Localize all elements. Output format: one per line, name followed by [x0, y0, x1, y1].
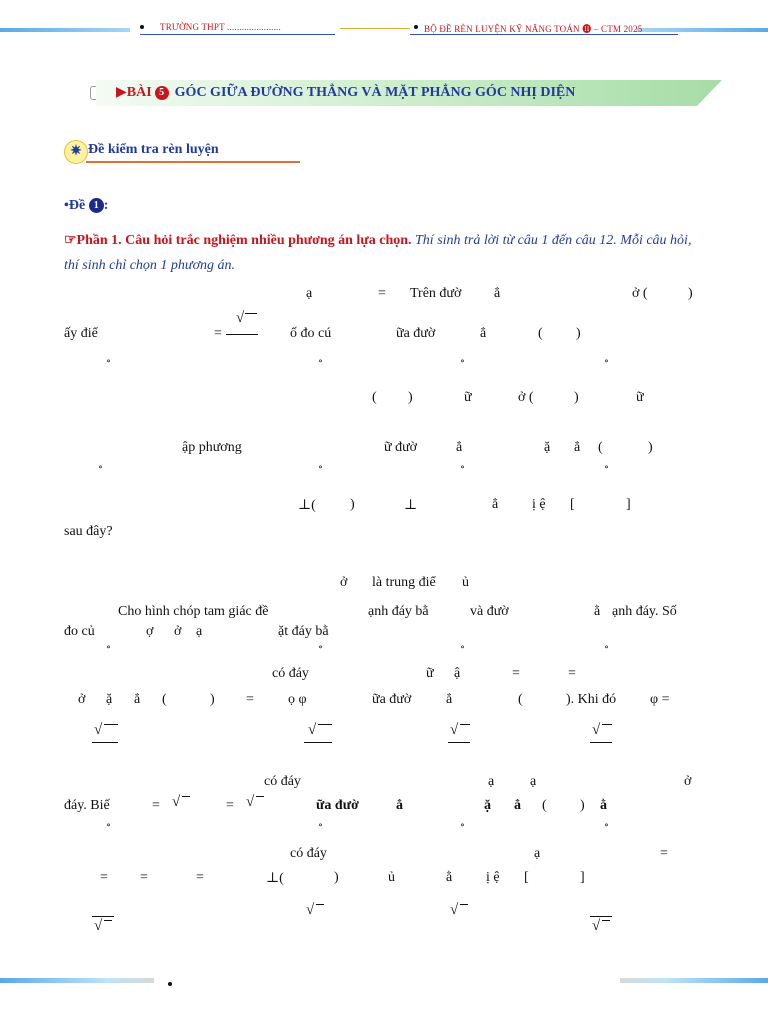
fragment: ⊥: [404, 498, 418, 513]
fragment: (: [538, 326, 543, 341]
degree-mark: ∘: [604, 820, 609, 831]
header-bullet-right: [414, 25, 418, 29]
fragment: đo củ: [64, 624, 95, 639]
fraction-bar: [304, 742, 332, 743]
fragment: [: [524, 870, 529, 885]
fragment: đáy. Biế: [64, 798, 110, 813]
lesson-number: 5: [155, 86, 169, 100]
fraction-bar: [226, 334, 258, 335]
fragment: là trung điể: [372, 575, 436, 590]
fragment: ): [648, 440, 653, 455]
footer-bullet: [168, 982, 172, 986]
fragment: =: [196, 870, 204, 885]
fragment: ạ: [488, 774, 495, 789]
degree-mark: ∘: [318, 820, 323, 831]
degree-mark: ∘: [460, 820, 465, 831]
fragment: ữ đườ: [384, 440, 418, 455]
section-underline: [86, 161, 300, 163]
lesson-tag: ▶BÀI: [116, 85, 152, 100]
sqrt-symbol: √: [450, 722, 459, 738]
part-title: ☞Phần 1. Câu hỏi trắc nghiệm nhiều phương án lựa chọn.: [64, 233, 412, 248]
part-instruction: Thí sinh trả lời từ câu 1 đến câu 12. Mỗi câu hỏi, thí sinh chỉ chọn 1 phương án.: [64, 233, 692, 273]
fraction-bar: [590, 916, 612, 917]
fragment: ẳ: [446, 692, 453, 707]
fragment: Trên đườ: [410, 286, 462, 301]
fragment: =: [140, 870, 148, 885]
fragment: Cho hình chóp tam giác đề: [118, 604, 269, 619]
exam-number: 1: [89, 198, 104, 213]
fragment: ặ: [484, 798, 491, 813]
degree-mark: ∘: [106, 356, 111, 367]
sqrt-overline: [460, 904, 468, 905]
fragment: ẳ: [492, 497, 499, 512]
sqrt-symbol: √: [94, 722, 103, 738]
fraction-bar: [448, 742, 470, 743]
fragment: ở (: [518, 390, 534, 405]
fragment: ). Khi đó: [566, 692, 617, 707]
sqrt-overline: [602, 724, 612, 725]
fragment: ⊥(: [266, 871, 284, 886]
exam-label-text: •Đề: [64, 198, 86, 213]
fragment: ạ: [196, 624, 203, 639]
sqrt-symbol: √: [592, 722, 601, 738]
fragment: (: [162, 692, 167, 707]
fragment: ): [574, 390, 579, 405]
fragment: =: [246, 692, 254, 707]
fragment: có đáy: [264, 774, 301, 789]
sqrt-overline: [104, 724, 118, 725]
section-header: [64, 140, 300, 160]
star-icon: ✷: [64, 140, 88, 164]
fragment: ấy điể: [64, 326, 98, 341]
fragment: ): [210, 692, 215, 707]
fragment: ẳ: [494, 286, 501, 301]
fragment: ở: [684, 774, 692, 789]
fragment: ): [580, 798, 585, 813]
fragment: =: [226, 798, 234, 813]
sqrt-symbol: √: [236, 310, 245, 326]
header-bar-right: [636, 28, 768, 32]
fragment: có đáy: [272, 666, 309, 681]
fragment: ữa đườ: [396, 326, 436, 341]
header-bar-left: [0, 28, 130, 32]
sqrt-overline: [182, 796, 190, 797]
degree-mark: ∘: [106, 820, 111, 831]
fragment: φ =: [650, 692, 670, 707]
lesson-title: GÓC GIỮA ĐƯỜNG THẲNG VÀ MẶT PHẲNG GÓC NHỊ DIỆN: [174, 85, 576, 100]
sqrt-overline: [256, 796, 264, 797]
fraction-bar: [92, 916, 114, 917]
fragment: ằ: [446, 870, 453, 885]
degree-mark: ∘: [318, 356, 323, 367]
degree-mark: ∘: [98, 462, 103, 473]
fragment: ]: [580, 870, 585, 885]
sqrt-symbol: √: [172, 794, 181, 810]
degree-mark: ∘: [460, 462, 465, 473]
sqrt-symbol: √: [592, 918, 601, 934]
part-heading: [64, 228, 704, 278]
fragment: ở: [340, 575, 348, 590]
fragment: ữ: [464, 390, 472, 405]
sqrt-overline: [460, 724, 470, 725]
fragment: (: [598, 440, 603, 455]
fragment: ữ: [426, 666, 434, 681]
sqrt-overline: [318, 724, 332, 725]
degree-mark: ∘: [460, 356, 465, 367]
sqrt-overline: [602, 920, 610, 921]
header-right-text: BỘ ĐỀ RÈN LUYỆN KỸ NĂNG TOÁN ⓫ – CTM 2025: [424, 24, 643, 34]
fragment: ): [408, 390, 413, 405]
degree-mark: ∘: [604, 642, 609, 653]
fragment: ọ φ: [288, 692, 307, 707]
section-title: Đề kiểm tra rèn luyện: [88, 142, 219, 157]
fragment: ): [350, 497, 355, 512]
footer-bar-left: [0, 978, 154, 983]
degree-mark: ∘: [460, 642, 465, 653]
header-bullet-left: [140, 25, 144, 29]
fragment: (: [372, 390, 377, 405]
fragment: ): [576, 326, 581, 341]
exam-label: [64, 198, 108, 214]
header-underline-left: [140, 34, 335, 35]
fragment: ặ: [544, 440, 551, 455]
fragment: ẳ: [514, 798, 521, 813]
fragment: sau đây?: [64, 524, 113, 539]
fragment: ằ: [594, 604, 601, 619]
fragment: và đườ: [470, 604, 509, 619]
fragment: ập phương: [182, 440, 242, 455]
fragment: ở (: [632, 286, 648, 301]
fragment: ẳ: [396, 798, 403, 813]
fragment: ạ: [306, 286, 313, 301]
fragment: ở: [78, 692, 86, 707]
sqrt-overline: [245, 313, 257, 314]
fragment: ủ: [462, 575, 469, 590]
fragment: ữ: [636, 390, 644, 405]
fragment: ằ: [600, 798, 607, 813]
degree-mark: ∘: [318, 462, 323, 473]
fragment: ợ: [146, 624, 154, 639]
fragment: ẳ: [456, 440, 463, 455]
fragment: ủ: [388, 870, 395, 885]
fragment: =: [214, 326, 222, 341]
fraction-bar: [590, 742, 612, 743]
fragment: ]: [626, 497, 631, 512]
sqrt-symbol: √: [306, 902, 315, 918]
fragment: ): [334, 870, 339, 885]
sqrt-symbol: √: [246, 794, 255, 810]
fragment: (: [518, 692, 523, 707]
fragment: ạ: [534, 846, 541, 861]
fraction-bar: [92, 742, 118, 743]
fragment: có đáy: [290, 846, 327, 861]
header-left-text: TRƯỜNG THPT ......................: [160, 22, 281, 32]
degree-mark: ∘: [604, 462, 609, 473]
degree-mark: ∘: [604, 356, 609, 367]
sqrt-symbol: √: [308, 722, 317, 738]
lesson-banner: [96, 80, 722, 106]
fragment: (: [542, 798, 547, 813]
fragment: ặt đáy bằ: [278, 624, 329, 639]
sqrt-symbol: √: [450, 902, 459, 918]
fragment: ị ệ: [532, 497, 546, 512]
fragment: ạnh đáy bằ: [368, 604, 429, 619]
fragment: =: [568, 666, 576, 681]
fragment: ị ệ: [486, 870, 500, 885]
sqrt-symbol: √: [94, 918, 103, 934]
degree-mark: ∘: [106, 642, 111, 653]
fragment: =: [378, 286, 386, 301]
fragment: =: [512, 666, 520, 681]
fragment: ữa đườ: [372, 692, 412, 707]
footer-bar-right: [620, 978, 768, 983]
fragment: ạnh đáy. Số: [612, 604, 677, 619]
sqrt-overline: [104, 920, 112, 921]
fragment: =: [100, 870, 108, 885]
fragment: ): [688, 286, 693, 301]
fragment: [: [570, 497, 575, 512]
fragment: ữa đườ: [316, 798, 359, 813]
fragment: ạ: [530, 774, 537, 789]
fragment: =: [152, 798, 160, 813]
lesson-heading: [116, 84, 575, 101]
fragment: ẳ: [134, 692, 141, 707]
fragment: ẳ: [574, 440, 581, 455]
fragment: ở: [174, 624, 182, 639]
fragment: ố đo cú: [290, 326, 332, 341]
sqrt-overline: [316, 904, 324, 905]
fragment: ậ: [454, 666, 461, 681]
fragment: ⊥(: [298, 498, 316, 513]
exam-colon: :: [103, 198, 109, 213]
header-ornament: [340, 28, 410, 39]
fragment: ẳ: [480, 326, 487, 341]
degree-mark: ∘: [318, 642, 323, 653]
fragment: =: [660, 846, 668, 861]
fragment: ặ: [106, 692, 113, 707]
